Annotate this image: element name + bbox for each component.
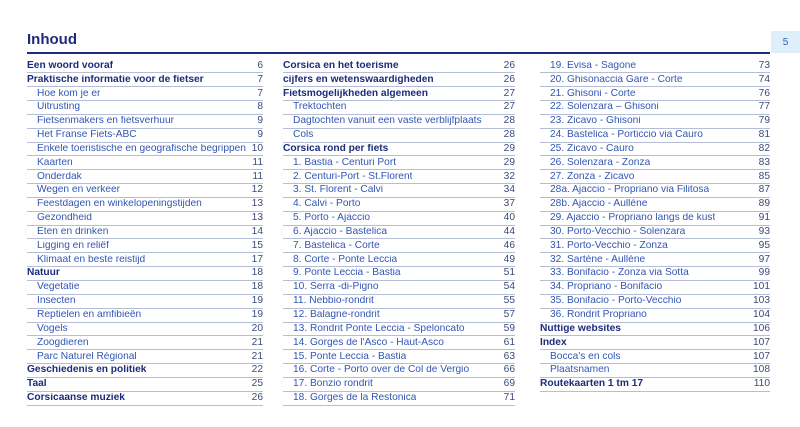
toc-entry-page: 32 (503, 170, 515, 182)
toc-section-entry[interactable] (283, 143, 515, 157)
toc-entry-label: Dagtochten vanuit een vaste verblijfplaats (293, 116, 482, 127)
toc-entry-label: Praktische informatie voor de fietser (27, 74, 204, 85)
toc-entry-label: 6. Ajaccio - Bastelica (293, 226, 387, 237)
toc-entry-label: Corsicaanse muziek (27, 393, 125, 404)
toc-entry-label: Parc Naturel Régional (37, 351, 137, 362)
toc-entry-label: 30. Porto-Vecchio - Solenzara (550, 226, 686, 237)
toc-entry-label: Vegetatie (37, 282, 80, 293)
toc-entry-page: 57 (503, 309, 515, 320)
toc-entry-label: 23. Zicavo - Ghisoni (550, 116, 641, 127)
toc-entry-label: 1. Bastia - Centuri Port (293, 157, 397, 168)
toc-entry-page: 14 (251, 225, 263, 237)
toc-entry[interactable] (283, 226, 515, 240)
toc-section-entry[interactable] (27, 267, 263, 281)
toc-entry-page: 10 (251, 142, 263, 154)
toc-entry[interactable] (27, 170, 263, 184)
toc-entry-page: 79 (758, 115, 770, 127)
toc-entry-page: 61 (503, 336, 515, 348)
toc-entry-page: 83 (758, 156, 770, 168)
toc-entry[interactable] (540, 115, 770, 129)
toc-entry-page: 18 (251, 281, 263, 293)
toc-entry-label: 31. Porto-Vecchio - Zonza (550, 240, 668, 251)
toc-entry-page: 69 (503, 378, 515, 390)
toc-section-entry[interactable] (540, 323, 770, 337)
toc-entry-page: 77 (758, 101, 770, 113)
toc-entry-label: Insecten (37, 296, 76, 307)
toc-entry[interactable] (27, 309, 263, 323)
toc-entry-label: 4. Calvi - Porto (293, 199, 361, 210)
toc-entry-page: 91 (758, 212, 770, 224)
toc-entry-label: 33. Bonifacio - Zonza via Sotta (550, 268, 689, 279)
toc-entry[interactable] (283, 239, 515, 253)
toc-entry-page: 71 (503, 392, 515, 404)
toc-entry[interactable] (27, 198, 263, 212)
toc-entry-label: Enkele toeristische en geografische begrippen (37, 143, 246, 154)
toc-entry[interactable] (540, 239, 770, 253)
toc-entry-page: 76 (758, 87, 770, 99)
toc-entry-label: Nuttige websites (540, 323, 621, 334)
toc-column-1 (27, 60, 263, 406)
toc-entry-page: 28 (503, 129, 515, 141)
toc-entry-label: Feestdagen en winkelopeningstijden (37, 199, 202, 210)
toc-entry-page: 37 (503, 198, 515, 210)
toc-entry-label: 24. Bastelica - Porticcio via Cauro (550, 130, 703, 141)
toc-entry-label: Vogels (37, 323, 68, 334)
toc-entry-page: 55 (503, 295, 515, 307)
toc-entry-page: 25 (251, 378, 263, 390)
toc-entry-page: 22 (251, 364, 263, 376)
toc-entry-label: 29. Ajaccio - Propriano langs de kust (550, 213, 716, 224)
toc-entry-label: Bocca's en cols (550, 351, 621, 362)
toc-entry[interactable] (27, 184, 263, 198)
toc-entry[interactable] (540, 156, 770, 170)
toc-section-entry[interactable] (283, 87, 515, 101)
toc-section-entry[interactable] (27, 73, 263, 87)
toc-entry-page: 28 (503, 115, 515, 127)
toc-entry-page: 11 (252, 170, 263, 182)
toc-section-entry[interactable] (27, 392, 263, 406)
toc-entry-label: Zoogdieren (37, 337, 89, 348)
toc-entry[interactable] (540, 129, 770, 143)
toc-entry-page: 66 (503, 364, 515, 376)
toc-entry[interactable] (27, 87, 263, 101)
toc-entry-page: 21 (251, 336, 263, 348)
toc-title: Inhoud (27, 31, 77, 48)
toc-entry-page: 101 (753, 281, 770, 293)
toc-entry[interactable] (283, 101, 515, 115)
toc-entry-page: 104 (753, 309, 770, 320)
toc-entry[interactable] (283, 212, 515, 226)
toc-entry-label: Uitrusting (37, 102, 81, 113)
toc-entry-page: 73 (758, 59, 770, 71)
toc-entry[interactable] (283, 156, 515, 170)
toc-entry-label: cijfers en wetenswaardigheden (283, 74, 434, 85)
toc-entry-page: 26 (251, 392, 263, 404)
toc-entry-page: 17 (251, 253, 263, 265)
toc-entry-label: Onderdak (37, 171, 82, 182)
toc-entry-label: Natuur (27, 268, 60, 279)
toc-entry-label: Plaatsnamen (550, 365, 610, 376)
toc-entry-label: 2. Centuri-Port - St.Florent (293, 171, 413, 182)
toc-entry-label: 14. Gorges de l'Asco - Haut-Asco (293, 337, 444, 348)
toc-entry-page: 9 (257, 129, 263, 141)
toc-entry-label: 8. Corte - Ponte Leccia (293, 254, 398, 265)
toc-entry-label: Cols (293, 130, 314, 141)
toc-entry-page: 110 (753, 378, 770, 390)
toc-entry[interactable] (540, 170, 770, 184)
toc-entry[interactable] (540, 364, 770, 378)
toc-entry[interactable] (283, 378, 515, 392)
toc-entry-label: 17. Bonzio rondrit (293, 379, 373, 390)
toc-entry-page: 108 (753, 364, 770, 376)
toc-entry-page: 103 (753, 295, 770, 307)
toc-entry[interactable] (540, 60, 770, 74)
toc-entry[interactable] (283, 392, 515, 406)
toc-entry[interactable] (283, 267, 515, 281)
toc-entry[interactable] (283, 350, 515, 364)
toc-entry[interactable] (540, 212, 770, 226)
toc-entry[interactable] (540, 226, 770, 240)
toc-entry-label: Gezondheid (37, 213, 92, 224)
toc-entry[interactable] (540, 184, 770, 198)
toc-entry-page: 19 (251, 295, 263, 307)
toc-entry[interactable] (27, 212, 263, 226)
toc-entry-page: 93 (758, 225, 770, 237)
toc-entry-label: 16. Corte - Porto over de Col de Vergio (293, 365, 470, 376)
toc-entry-page: 13 (251, 212, 263, 224)
toc-section-entry[interactable] (283, 60, 515, 74)
toc-entry-page: 29 (503, 156, 515, 168)
toc-entry-page: 9 (257, 115, 263, 127)
toc-entry[interactable] (283, 323, 515, 337)
toc-entry-label: Trektochten (293, 102, 347, 113)
toc-entry-page: 8 (257, 101, 263, 113)
toc-entry-label: Reptielen en amfibieën (37, 310, 142, 320)
toc-entry-label: 12. Balagne-rondrit (293, 310, 380, 320)
toc-entry-page: 27 (503, 87, 515, 99)
toc-entry-page: 49 (503, 253, 515, 265)
toc-entry-label: 36. Rondrit Propriano (550, 310, 647, 320)
toc-entry[interactable] (27, 226, 263, 240)
toc-entry-label: 10. Serra -di-Pigno (293, 282, 379, 293)
toc-entry[interactable] (27, 323, 263, 337)
toc-entry-label: 9. Ponte Leccia - Bastia (293, 268, 401, 279)
toc-entry[interactable] (283, 364, 515, 378)
toc-entry[interactable] (27, 239, 263, 253)
toc-entry-page: 18 (251, 267, 263, 279)
toc-entry-label: 7. Bastelica - Corte (293, 240, 380, 251)
toc-entry-page: 26 (503, 59, 515, 71)
toc-entry-page: 54 (503, 281, 515, 293)
toc-entry[interactable] (283, 295, 515, 309)
toc-entry-page: 20 (251, 322, 263, 334)
toc-entry-label: Kaarten (37, 157, 73, 168)
toc-entry-label: Fietsenmakers en fietsverhuur (37, 116, 175, 127)
toc-entry-page: 27 (503, 101, 515, 113)
toc-entry-label: Index (540, 337, 567, 348)
toc-section-entry[interactable] (540, 336, 770, 350)
toc-entry[interactable] (27, 295, 263, 309)
toc-entry[interactable] (27, 281, 263, 295)
toc-entry[interactable] (283, 170, 515, 184)
toc-entry[interactable] (283, 281, 515, 295)
toc-entry-page: 107 (753, 336, 770, 348)
toc-entry[interactable] (540, 281, 770, 295)
toc-entry-page: 34 (503, 184, 515, 196)
toc-entry-page: 11 (252, 156, 263, 168)
toc-entry-page: 99 (758, 267, 770, 279)
toc-entry[interactable] (540, 101, 770, 115)
toc-entry[interactable] (283, 184, 515, 198)
toc-entry-label: 28a. Ajaccio - Propriano via Filitosa (550, 185, 710, 196)
toc-entry-label: Fietsmogelijkheden algemeen (283, 88, 428, 99)
toc-entry-page: 40 (503, 212, 515, 224)
toc-entry-page: 29 (503, 142, 515, 154)
toc-entry-page: 59 (503, 322, 515, 334)
toc-entry[interactable] (540, 87, 770, 101)
toc-entry-label: 18. Gorges de la Restonica (293, 393, 417, 404)
toc-entry-label: Klimaat en beste reistijd (37, 254, 146, 265)
toc-entry-page: 107 (753, 350, 770, 362)
toc-entry-label: 19. Evisa - Sagone (550, 60, 637, 71)
toc-entry-page: 51 (503, 267, 515, 279)
toc-entry[interactable] (540, 73, 770, 87)
toc-entry-page: 15 (251, 239, 263, 251)
toc-entry[interactable] (540, 253, 770, 267)
toc-entry[interactable] (283, 336, 515, 350)
toc-entry-page: 82 (758, 142, 770, 154)
toc-entry[interactable] (27, 253, 263, 267)
toc-entry[interactable] (540, 295, 770, 309)
toc-entry-label: 32. Sartène - Aullène (550, 254, 646, 265)
toc-entry-label: Taal (27, 379, 47, 390)
toc-entry[interactable] (27, 129, 263, 143)
toc-entry-label: 5. Porto - Ajaccio (293, 213, 371, 224)
toc-entry-page: 26 (503, 73, 515, 85)
toc-entry-page: 63 (503, 350, 515, 362)
toc-entry-page: 95 (758, 239, 770, 251)
toc-entry[interactable] (27, 156, 263, 170)
toc-entry[interactable] (27, 115, 263, 129)
toc-section-entry[interactable] (27, 378, 263, 392)
toc-entry[interactable] (27, 336, 263, 350)
title-rule (27, 52, 770, 54)
toc-entry-page: 21 (251, 350, 263, 362)
toc-entry-label: Het Franse Fiets-ABC (37, 130, 137, 141)
toc-entry[interactable] (283, 198, 515, 212)
toc-entry[interactable] (540, 198, 770, 212)
toc-entry[interactable] (283, 253, 515, 267)
toc-section-entry[interactable] (283, 73, 515, 87)
toc-entry-label: Wegen en verkeer (37, 185, 121, 196)
toc-entry[interactable] (283, 309, 515, 323)
toc-section-entry[interactable] (27, 364, 263, 378)
toc-entry-label: Hoe kom je er (37, 88, 101, 99)
page-number-tab: 5 (771, 31, 800, 53)
toc-entry-page: 7 (257, 73, 263, 85)
toc-entry-page: 19 (251, 309, 263, 320)
toc-entry-page: 106 (753, 322, 770, 334)
toc-entry-page: 89 (758, 198, 770, 210)
toc-entry-label: 34. Propriano - Bonifacio (550, 282, 663, 293)
toc-entry-label: 15. Ponte Leccia - Bastia (293, 351, 407, 362)
toc-entry[interactable] (27, 143, 263, 157)
toc-entry-label: 21. Ghisoni - Corte (550, 88, 636, 99)
toc-entry-label: 3. St. Florent - Calvi (293, 185, 384, 196)
toc-entry-label: Corsica rond per fiets (283, 143, 389, 154)
toc-entry[interactable] (283, 129, 515, 143)
toc-entry-page: 12 (251, 184, 263, 196)
toc-entry-page: 81 (758, 129, 770, 141)
toc-entry-label: Corsica en het toerisme (283, 60, 399, 71)
toc-entry[interactable] (283, 115, 515, 129)
toc-entry-page: 46 (503, 239, 515, 251)
toc-entry-label: Ligging en reliëf (37, 240, 109, 251)
toc-entry[interactable] (540, 267, 770, 281)
toc-entry-label: Geschiedenis en politiek (27, 365, 147, 376)
toc-entry[interactable] (27, 350, 263, 364)
toc-entry[interactable] (540, 143, 770, 157)
toc-entry-label: 27. Zonza - Zicavo (550, 171, 635, 182)
toc-entry[interactable] (540, 309, 770, 323)
toc-entry-page: 13 (251, 198, 263, 210)
toc-entry-page: 6 (257, 59, 263, 71)
toc-section-entry[interactable] (540, 378, 770, 392)
toc-entry[interactable] (540, 350, 770, 364)
toc-entry-page: 87 (758, 184, 770, 196)
toc-column-3 (540, 60, 770, 392)
toc-entry-page: 97 (758, 253, 770, 265)
toc-entry-label: 22. Solenzara – Ghisoni (550, 102, 659, 113)
toc-entry-label: 28b. Ajaccio - Aullène (550, 199, 648, 210)
toc-entry-label: 26. Solenzara - Zonza (550, 157, 651, 168)
toc-entry-page: 7 (257, 87, 263, 99)
toc-entry[interactable] (27, 101, 263, 115)
toc-entry-page: 44 (503, 225, 515, 237)
toc-entry-page: 85 (758, 170, 770, 182)
toc-section-entry[interactable] (27, 60, 263, 74)
toc-entry-label: 25. Zicavo - Cauro (550, 143, 634, 154)
toc-entry-label: 20. Ghisonaccia Gare - Corte (550, 74, 683, 85)
toc-column-2 (283, 60, 515, 406)
toc-entry-label: 13. Rondrit Ponte Leccia - Speloncato (293, 323, 465, 334)
toc-entry-label: 11. Nebbio-rondrit (293, 296, 374, 307)
toc-entry-label: Een woord vooraf (27, 60, 114, 71)
toc-entry-page: 74 (758, 73, 770, 85)
toc-entry-label: Routekaarten 1 tm 17 (540, 379, 644, 390)
toc-entry-label: Eten en drinken (37, 226, 109, 237)
toc-entry-label: 35. Bonifacio - Porto-Vecchio (550, 296, 682, 307)
